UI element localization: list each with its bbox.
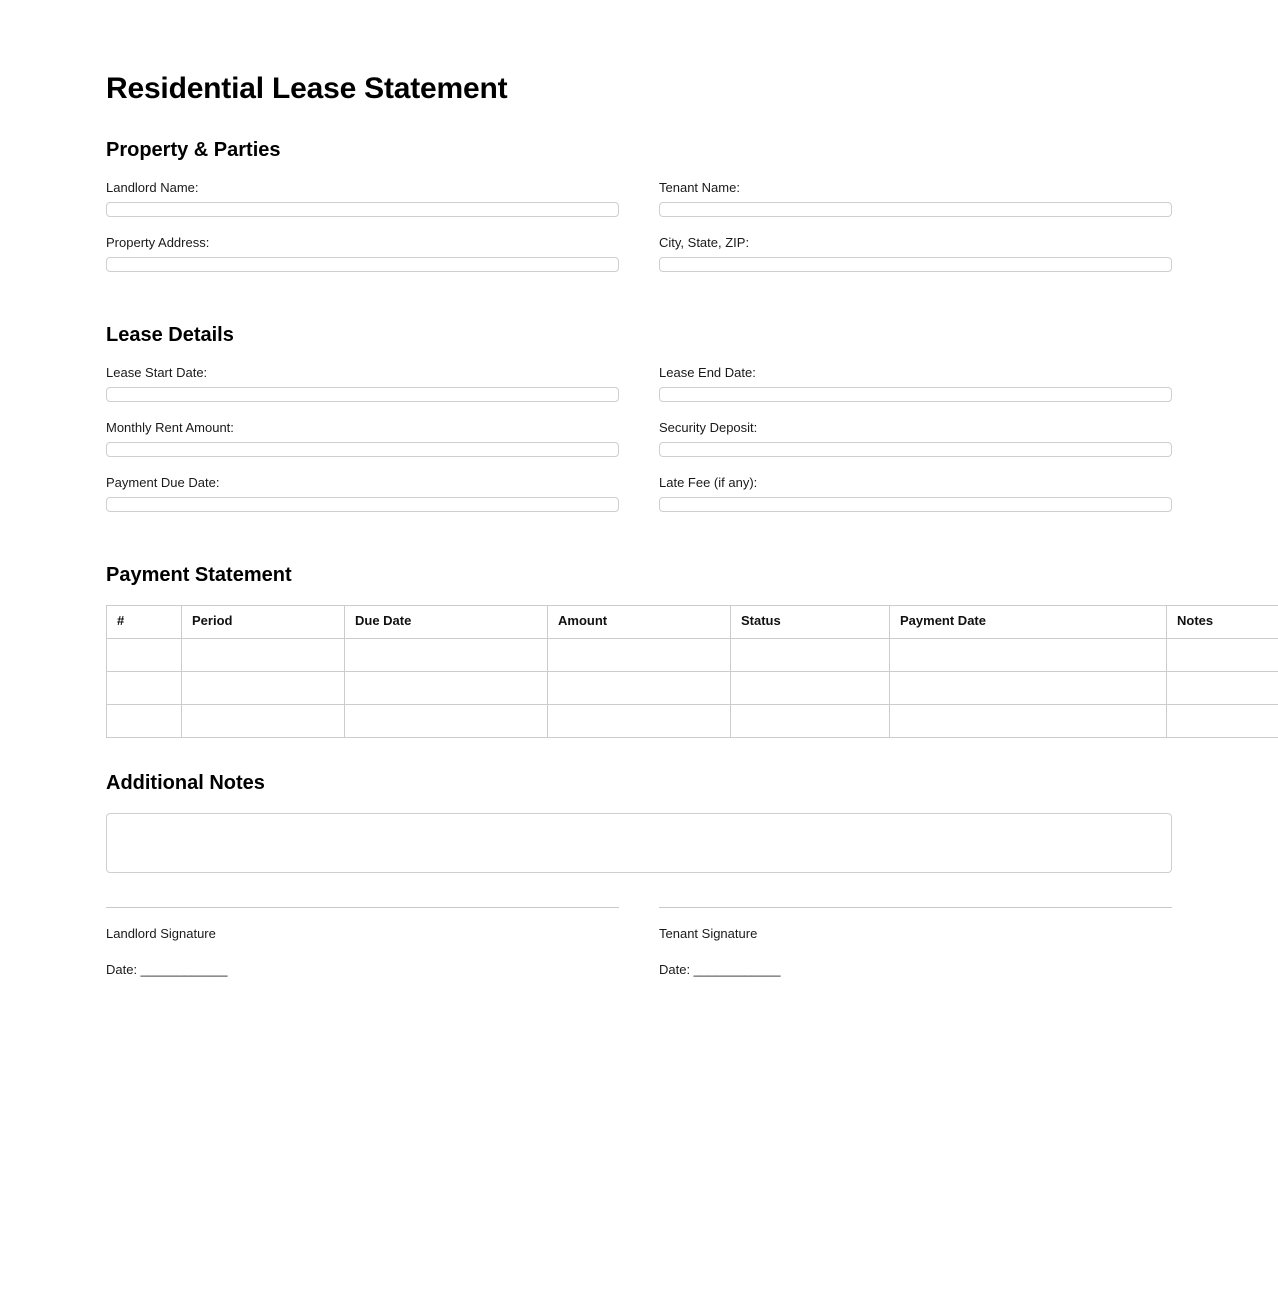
- monthly-rent-amount-input[interactable]: [106, 442, 619, 457]
- section-heading-property-parties: Property & Parties: [106, 139, 281, 161]
- cell-number[interactable]: [107, 672, 182, 705]
- payment-due-date-input[interactable]: [106, 497, 619, 512]
- column-header-number: #: [107, 606, 182, 639]
- tenant-date-field[interactable]: Date: ____________: [659, 962, 781, 977]
- landlord-signature-line: [106, 907, 619, 908]
- field-payment-due-date: [106, 475, 619, 512]
- field-label-city-state-zip: City, State, ZIP:: [659, 235, 750, 250]
- cell-amount[interactable]: [548, 639, 731, 672]
- security-deposit-input[interactable]: [659, 442, 1172, 457]
- section-additional-notes: [106, 772, 1172, 873]
- cell-number[interactable]: [107, 705, 182, 738]
- payment-table-body: [107, 639, 1278, 738]
- landlord-name-input[interactable]: [106, 202, 619, 217]
- cell-notes[interactable]: [1167, 705, 1278, 738]
- cell-status[interactable]: [731, 672, 890, 705]
- landlord-date-field[interactable]: Date: ____________: [106, 962, 228, 977]
- cell-payment-date[interactable]: [890, 639, 1167, 672]
- lease-start-date-input[interactable]: [106, 387, 619, 402]
- column-header-status: Status: [731, 606, 890, 639]
- cell-due-date[interactable]: [345, 672, 548, 705]
- landlord-signature-label: Landlord Signature: [106, 926, 216, 941]
- cell-notes[interactable]: [1167, 672, 1278, 705]
- section-payment-statement: [106, 564, 1214, 738]
- cell-status[interactable]: [731, 639, 890, 672]
- cell-period[interactable]: [182, 672, 345, 705]
- table-row[interactable]: [107, 672, 1278, 705]
- field-label-monthly-rent-amount: Monthly Rent Amount:: [106, 420, 234, 435]
- field-tenant-name: [659, 180, 1172, 217]
- cell-payment-date[interactable]: [890, 672, 1167, 705]
- cell-amount[interactable]: [548, 672, 731, 705]
- payment-table-head: [107, 606, 1278, 639]
- tenant-signature-line: [659, 907, 1172, 908]
- field-label-late-fee: Late Fee (if any):: [659, 475, 758, 490]
- cell-number[interactable]: [107, 639, 182, 672]
- column-header-due-date: Due Date: [345, 606, 548, 639]
- field-security-deposit: [659, 420, 1172, 457]
- city-state-zip-input[interactable]: [659, 257, 1172, 272]
- cell-period[interactable]: [182, 705, 345, 738]
- field-lease-end-date: [659, 365, 1172, 402]
- field-label-payment-due-date: Payment Due Date:: [106, 475, 220, 490]
- cell-period[interactable]: [182, 639, 345, 672]
- lease-end-date-input[interactable]: [659, 387, 1172, 402]
- field-property-address: [106, 235, 619, 272]
- field-monthly-rent-amount: [106, 420, 619, 457]
- field-label-tenant-name: Tenant Name:: [659, 180, 740, 195]
- signature-block-landlord: [106, 907, 619, 978]
- property-address-input[interactable]: [106, 257, 619, 272]
- cell-status[interactable]: [731, 705, 890, 738]
- section-lease-details: [106, 324, 1172, 530]
- field-label-landlord-name: Landlord Name:: [106, 180, 199, 195]
- field-city-state-zip: [659, 235, 1172, 272]
- field-label-lease-start-date: Lease Start Date:: [106, 365, 208, 380]
- section-heading-payment-statement: Payment Statement: [106, 564, 292, 586]
- column-header-amount: Amount: [548, 606, 731, 639]
- table-row[interactable]: [107, 639, 1278, 672]
- tenant-name-input[interactable]: [659, 202, 1172, 217]
- property-parties-field-grid: [106, 180, 1172, 290]
- signature-block-tenant: [659, 907, 1172, 978]
- cell-due-date[interactable]: [345, 639, 548, 672]
- section-heading-lease-details: Lease Details: [106, 324, 234, 346]
- tenant-signature-label: Tenant Signature: [659, 926, 758, 941]
- field-landlord-name: [106, 180, 619, 217]
- field-late-fee: [659, 475, 1172, 512]
- table-row[interactable]: [107, 705, 1278, 738]
- field-label-lease-end-date: Lease End Date:: [659, 365, 756, 380]
- section-heading-additional-notes: Additional Notes: [106, 772, 265, 794]
- cell-payment-date[interactable]: [890, 705, 1167, 738]
- section-property-parties: [106, 139, 1172, 290]
- payment-table-header-row: [107, 606, 1278, 639]
- cell-due-date[interactable]: [345, 705, 548, 738]
- cell-notes[interactable]: [1167, 639, 1278, 672]
- late-fee-input[interactable]: [659, 497, 1172, 512]
- additional-notes-textarea[interactable]: [106, 813, 1172, 873]
- cell-amount[interactable]: [548, 705, 731, 738]
- column-header-payment-date: Payment Date: [890, 606, 1167, 639]
- signature-area: [106, 907, 1172, 978]
- column-header-notes: Notes: [1167, 606, 1278, 639]
- field-lease-start-date: [106, 365, 619, 402]
- page-title: Residential Lease Statement: [106, 72, 508, 105]
- field-label-property-address: Property Address:: [106, 235, 210, 250]
- lease-details-field-grid: [106, 365, 1172, 530]
- field-label-security-deposit: Security Deposit:: [659, 420, 758, 435]
- column-header-period: Period: [182, 606, 345, 639]
- payment-statement-table: [106, 605, 1278, 738]
